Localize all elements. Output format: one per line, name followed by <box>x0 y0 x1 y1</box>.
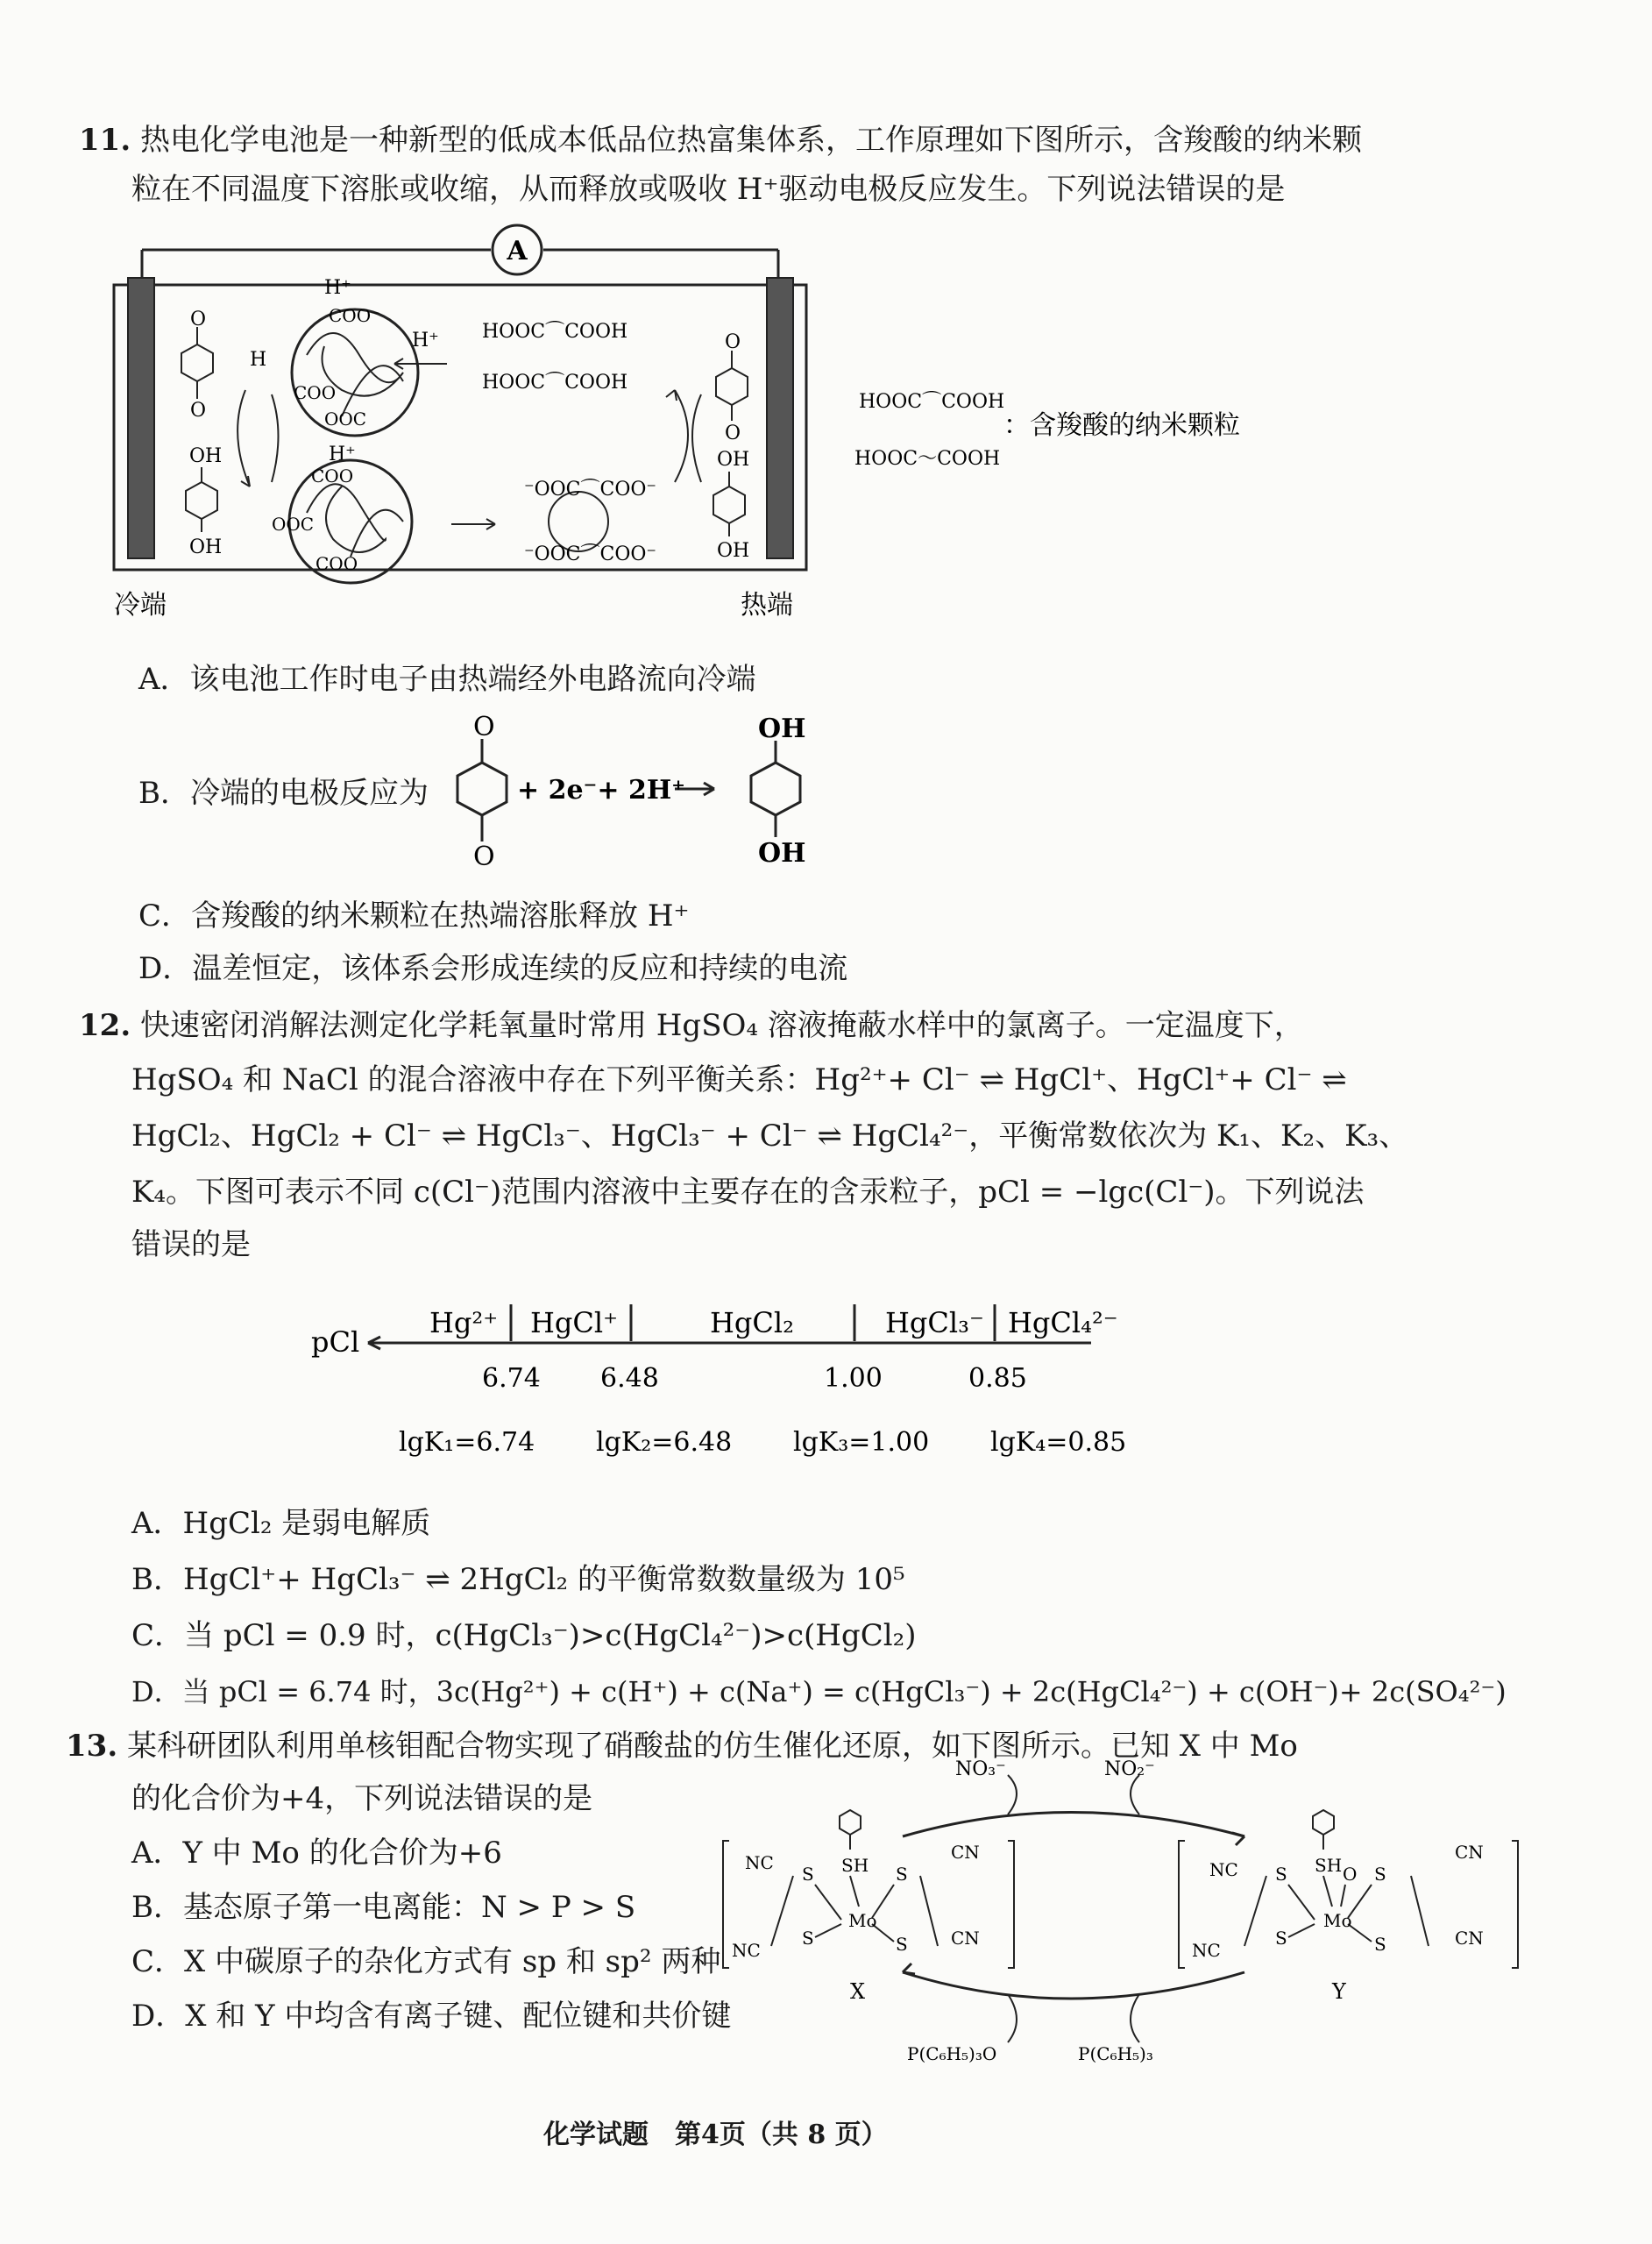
svg-text:NC: NC <box>732 1940 761 1961</box>
x-label: X <box>850 1979 866 2004</box>
svg-text:S: S <box>802 1864 814 1885</box>
quinone-left <box>181 327 213 399</box>
hot-electrode <box>767 278 793 558</box>
q12-option-b: B．HgCl⁺+ HgCl₃⁻ ⇌ 2HgCl₂ 的平衡常数数量级为 10⁵ <box>131 1562 905 1597</box>
hydroquinone-left <box>186 467 217 532</box>
q13-option-c: C．X 中碳原子的杂化方式有 sp 和 sp² 两种 <box>131 1944 721 1979</box>
svg-text:CN: CN <box>1455 1928 1484 1949</box>
no2-label: NO₂⁻ <box>1104 1758 1155 1780</box>
species-hgcl3: HgCl₃⁻ <box>885 1306 984 1339</box>
svg-text:H⁺: H⁺ <box>324 277 351 299</box>
svg-text:NC: NC <box>1209 1859 1238 1880</box>
svg-text:O: O <box>1343 1864 1358 1885</box>
q13-line1-text: 某科研团队利用单核钼配合物实现了硝酸盐的仿生催化还原，如下图所示。已知 X 中 Mo <box>126 1729 1298 1764</box>
q12-pcl-axis <box>302 1289 1161 1464</box>
svg-text:COO: COO <box>294 382 337 403</box>
q12-line4: K₄。下图可表示不同 c(Cl⁻)范围内溶液中主要存在的含汞粒子，pCl = −lgc(Cl⁻)。下列说法 <box>131 1175 1365 1210</box>
q12-line1 <box>79 1008 1304 1043</box>
q12-line1-text: 快速密闭消解法测定化学耗氧量时常用 HgSO₄ 溶液掩蔽水样中的氯离子。一定温度下， <box>139 1008 1304 1043</box>
species-hgclplus: HgCl⁺ <box>530 1306 618 1339</box>
tick-100: 1.00 <box>824 1363 883 1394</box>
cold-electrode <box>128 278 154 558</box>
no3-label: NO₃⁻ <box>955 1758 1006 1780</box>
q11-option-b-prefix: B．冷端的电极反应为 <box>138 776 429 811</box>
svg-text:CN: CN <box>1455 1842 1484 1863</box>
svg-text:S: S <box>896 1864 908 1885</box>
q12-option-d: D．当 pCl = 6.74 时，3c(Hg²⁺) + c(H⁺) + c(Na⁺) = c(HgCl₃⁻) + 2c(HgCl₄²⁻) + c(OH⁻)+ 2c(SO₄²⁻) <box>131 1675 1507 1708</box>
acid-bottom: HOOC⌒COOH <box>482 372 628 394</box>
hot-end-label: 热端 <box>741 590 793 621</box>
anion-bottom: ⁻OOC⌒COO⁻ <box>524 543 657 565</box>
q11-stem-line1 <box>79 123 1362 158</box>
acid-top: HOOC⌒COOH <box>482 321 628 343</box>
page-footer: 化学试题 第4页（共 8 页） <box>543 2120 888 2150</box>
svg-text:OH: OH <box>758 838 806 869</box>
q11-stem-line2: 粒在不同温度下溶胀或收缩，从而释放或吸收 H⁺驱动电极反应发生。下列说法错误的是 <box>131 172 1286 207</box>
q12-number: 12. <box>79 1008 131 1043</box>
q11-number: 11. <box>79 123 131 158</box>
svg-text:OH: OH <box>189 536 223 558</box>
svg-text:OH: OH <box>189 445 223 467</box>
svg-text:O: O <box>473 714 495 742</box>
svg-text:OOC: OOC <box>272 514 315 535</box>
anion-top: ⁻OOC⌒COO⁻ <box>524 479 657 501</box>
svg-text:S: S <box>1275 1928 1287 1949</box>
q13-option-b: B．基态原子第一电离能：N > P > S <box>131 1890 636 1925</box>
svg-text:H⁺: H⁺ <box>412 330 439 352</box>
svg-text:S: S <box>1374 1934 1386 1955</box>
q13-line2: 的化合价为+4，下列说法错误的是 <box>131 1781 593 1816</box>
svg-text:NC: NC <box>745 1852 774 1873</box>
svg-text:COO: COO <box>311 465 354 486</box>
svg-text:COO: COO <box>316 553 358 574</box>
quinone-right <box>716 351 748 421</box>
svg-text:Mo: Mo <box>848 1910 877 1931</box>
q11-option-c: C．含羧酸的纳米颗粒在热端溶胀释放 H⁺ <box>138 898 690 934</box>
lgk2: lgK₂=6.48 <box>596 1427 733 1458</box>
svg-text:S: S <box>1374 1864 1386 1885</box>
svg-text:COO⁻: COO⁻ <box>329 305 380 326</box>
svg-text:Mo: Mo <box>1323 1910 1352 1931</box>
lgk4: lgK₄=0.85 <box>990 1427 1127 1458</box>
svg-text:O: O <box>190 309 207 330</box>
q12-line2: HgSO₄ 和 NaCl 的混合溶液中存在下列平衡关系：Hg²⁺+ Cl⁻ ⇌ HgCl⁺、HgCl⁺+ Cl⁻ ⇌ <box>131 1062 1347 1097</box>
svg-text:CN: CN <box>951 1928 980 1949</box>
pcl-label: pCl <box>311 1325 360 1359</box>
pph3o-label: P(C₆H₅)₃O <box>907 2043 997 2064</box>
lgk1: lgK₁=6.74 <box>399 1427 535 1458</box>
svg-text:O: O <box>473 842 495 872</box>
svg-text:OH: OH <box>717 540 750 562</box>
species-hgcl4: HgCl₄²⁻ <box>1008 1306 1118 1339</box>
svg-text:O: O <box>725 423 741 444</box>
q12-option-c: C．当 pCl = 0.9 时，c(HgCl₃⁻)>c(HgCl₄²⁻)>c(HgCl₂) <box>131 1618 917 1653</box>
legend-formula-top: HOOC⌒COOH <box>859 391 1005 413</box>
pph3-label: P(C₆H₅)₃ <box>1078 2043 1153 2064</box>
species-hgcl2: HgCl₂ <box>710 1306 794 1339</box>
q13-option-a: A．Y 中 Mo 的化合价为+6 <box>131 1836 502 1871</box>
cold-end-label: 冷端 <box>114 590 167 621</box>
q11-stem-text1: 热电化学电池是一种新型的低成本低品位热富集体系，工作原理如下图所示，含羧酸的纳米颗 <box>139 123 1362 158</box>
lgk3: lgK₃=1.00 <box>793 1427 930 1458</box>
svg-text:SH: SH <box>1315 1855 1343 1876</box>
svg-text:SH: SH <box>841 1855 869 1876</box>
legend-formula-bottom: HOOC～COOH <box>854 448 1001 470</box>
svg-text:OH: OH <box>758 714 806 744</box>
hydroquinone-right <box>713 472 745 536</box>
svg-text:S: S <box>896 1934 908 1955</box>
svg-text:H: H <box>250 349 267 371</box>
svg-text:S: S <box>1275 1864 1287 1885</box>
q12-line5: 错误的是 <box>131 1227 251 1262</box>
q12-option-a: A．HgCl₂ 是弱电解质 <box>131 1506 431 1541</box>
species-hg2plus: Hg²⁺ <box>429 1306 499 1339</box>
tick-648: 6.48 <box>600 1363 659 1394</box>
tick-674: 6.74 <box>482 1363 541 1394</box>
ammeter-label: A <box>507 236 528 266</box>
svg-text:H⁺: H⁺ <box>329 444 356 465</box>
svg-text:O: O <box>725 331 741 353</box>
legend-text: ：含羧酸的纳米颗粒 <box>1003 410 1240 441</box>
q11-option-a: A．该电池工作时电子由热端经外电路流向冷端 <box>138 662 756 697</box>
q11-option-b-equation <box>447 714 824 881</box>
tick-085: 0.85 <box>968 1363 1027 1394</box>
option-b-electrons: + 2e⁻+ 2H⁺ <box>517 775 686 806</box>
svg-text:NC: NC <box>1192 1940 1221 1961</box>
q13-number: 13. <box>66 1729 118 1764</box>
y-label: Y <box>1332 1979 1346 2004</box>
q11-option-d: D．温差恒定，该体系会形成连续的反应和持续的电流 <box>138 951 848 986</box>
svg-text:O: O <box>190 400 207 422</box>
svg-text:S: S <box>802 1928 814 1949</box>
q13-catalytic-cycle <box>719 1753 1595 2069</box>
svg-text:OOC: OOC <box>324 408 367 430</box>
q12-line3: HgCl₂、HgCl₂ + Cl⁻ ⇌ HgCl₃⁻、HgCl₃⁻ + Cl⁻ ⇌ HgCl₄²⁻，平衡常数依次为 K₁、K₂、K₃、 <box>131 1118 1409 1154</box>
q13-option-d: D．X 和 Y 中均含有离子键、配位键和共价键 <box>131 1999 732 2034</box>
q11-cell-diagram <box>96 224 1323 636</box>
svg-text:OH: OH <box>717 449 750 471</box>
svg-text:CN: CN <box>951 1842 980 1863</box>
